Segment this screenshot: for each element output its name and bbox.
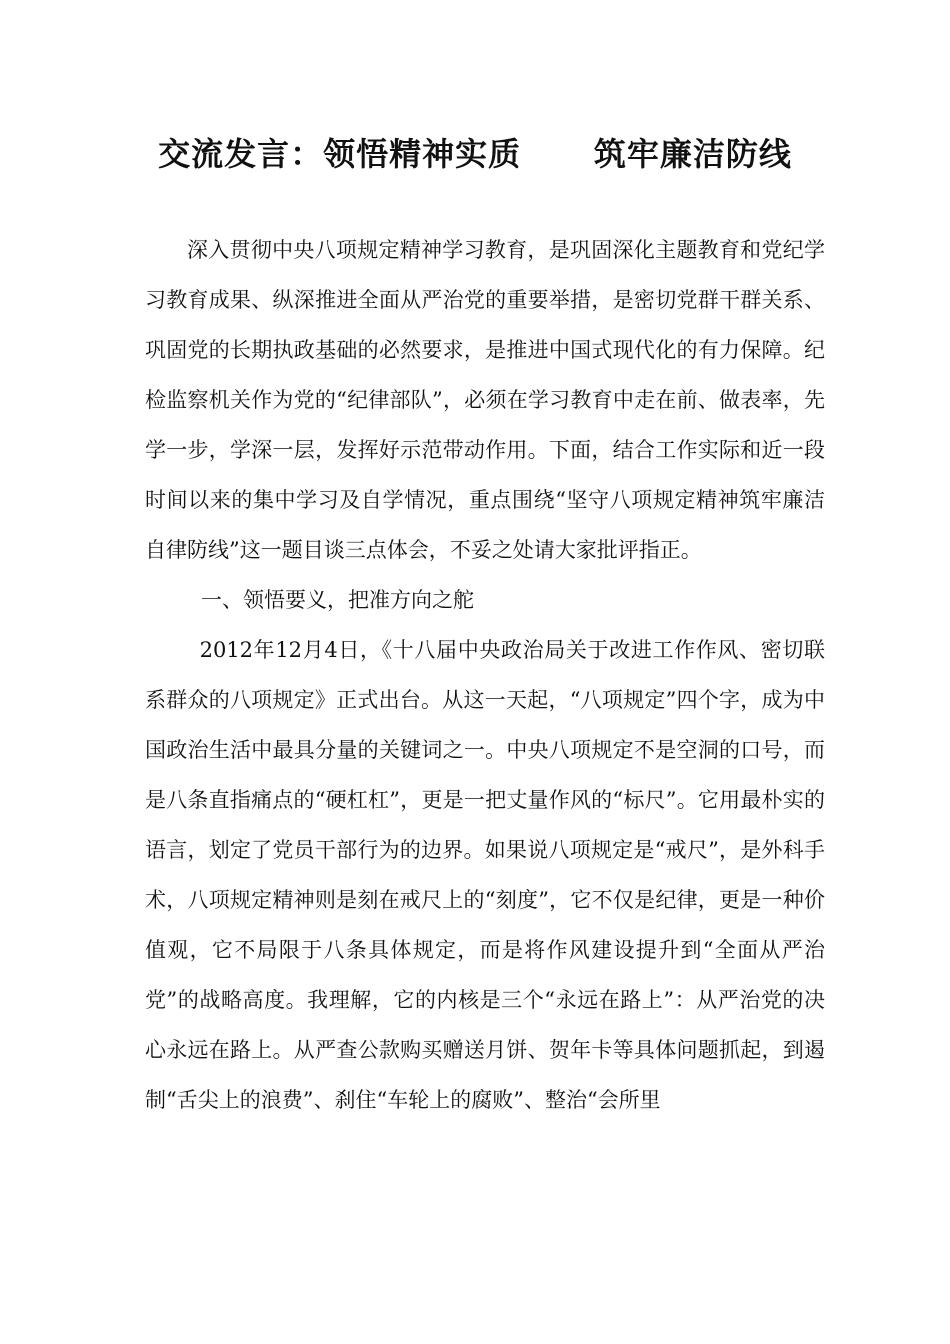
- section-paragraph: 2012年12月4日，《十八届中央政治局关于改进工作作风、密切联系群众的八项规定》正式出台。从这一天起，“八项规定”四个字，成为中国政治生活中最具分量的关键词之一。中央八项规定不是空洞的口号，而是八条直指痛点的“硬杠杠”，更是一把丈量作风的“标尺”。它用最朴实的语言，划定了党员干部行为的边界。如果说八项规定是“戒尺”，是外科手术，八项规定精神则是刻在戒尺上的“刻度”，它不仅是纪律，更是一种价值观，它不局限于八条具体规定，而是将作风建设提升到“全面从严治党”的战略高度。我理解，它的内核是三个“永远在路上”：从严治党的决心永远在路上。从严查公款购买赠送月饼、贺年卡等具体问题抓起，到遏制“舌尖上的浪费”、刹住“车轮上的腐败”、整治“会所里: [145, 638, 825, 1112]
- intro-paragraph: 深入贯彻中央八项规定精神学习教育，是巩固深化主题教育和党纪学习教育成果、纵深推进全面从严治党的重要举措，是密切党群干群关系、巩固党的长期执政基础的必然要求，是推进中国式现代化的有力保障。纪检监察机关作为党的“纪律部队”，必须在学习教育中走在前、做表率，先学一步，学深一层，发挥好示范带动作用。下面，结合工作实际和近一段时间以来的集中学习及自学情况，重点围绕“坚守八项规定精神筑牢廉洁自律防线”这一题目谈三点体会，不妥之处请大家批评指正。: [145, 238, 825, 562]
- document-body: [145, 225, 825, 1125]
- document-title: 交流发言：领悟精神实质 筑牢廉洁防线: [158, 135, 792, 173]
- section-heading: 一、领悟要义，把准方向之舵: [201, 588, 474, 612]
